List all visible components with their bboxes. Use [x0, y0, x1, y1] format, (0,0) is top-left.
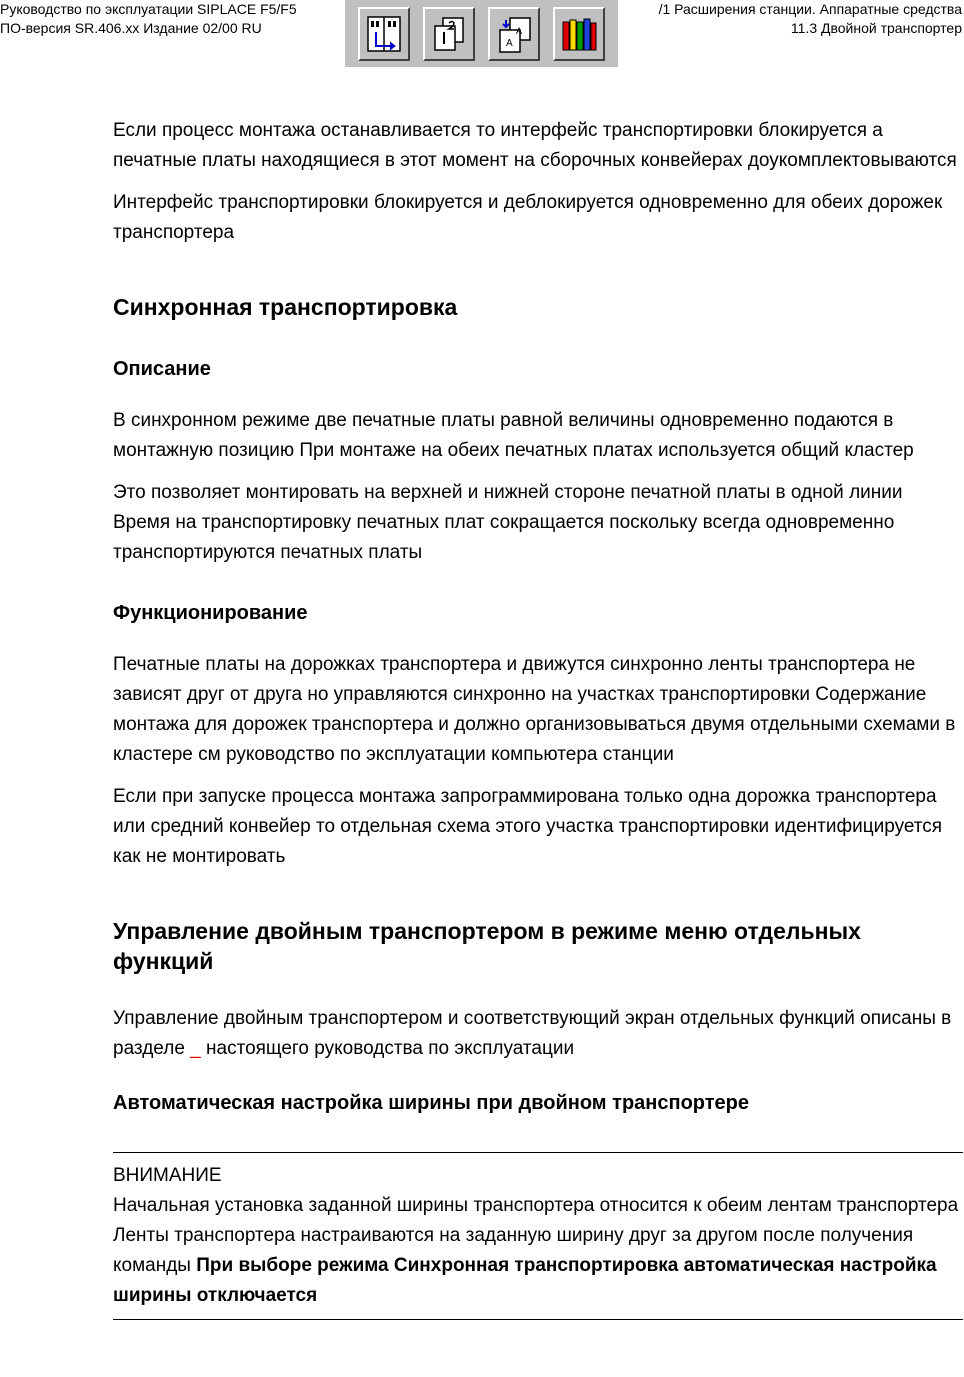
- pages-button[interactable]: [423, 7, 475, 61]
- paragraph-interface-block: Интерфейс транспортировки блокируется и деблокируется одновременно для обеих дорожек транспортера: [113, 192, 943, 243]
- heading-sync-transport: Синхронная транспортировка: [113, 294, 458, 320]
- chapter-title: /1 Расширения станции. Аппаратные средства: [658, 1, 962, 17]
- paragraph-single-lane: Если при запуске процесса монтажа запрограммирована только одна дорожка транспортера или средний конвейер то отдельная схема этого участка транспортировки идентифицируется как не монтировать: [113, 786, 943, 867]
- header-right: [659, 0, 962, 38]
- attention-bold-text: При выборе режима Синхронная транспортировка автоматическая настройка ширины отключается: [113, 1255, 937, 1306]
- paragraph-function: Печатные платы на дорожках транспортера и движутся синхронно ленты транспортера не зависят друг от друга но управляются синхронно на участках транспортировки Содержание монтажа для дорожек транспортера и должно организовываться двумя отдельными схемами в кластере см руководство по эксплуатации компьютера станции: [113, 654, 956, 765]
- manual-title: Руководство по эксплуатации SIPLACE F5/F5: [0, 1, 297, 17]
- pages-icon: [429, 14, 469, 54]
- heading-control-menu: Управление двойным транспортером в режиме меню отдельных функций: [113, 918, 861, 974]
- paragraph-sync-benefit: Это позволяет монтировать на верхней и нижней стороне печатной платы в одной линии Время на транспортировку печатных плат сокращается поскольку всегда одновременно транспортируются печатных платы: [113, 482, 903, 563]
- manual-content: [113, 116, 963, 1320]
- heading-auto-width: Автоматическая настройка ширины при двойном транспортере: [113, 1092, 750, 1114]
- svg-text:A: A: [516, 25, 523, 36]
- library-icon: [559, 14, 599, 54]
- paragraph-process-stop: Если процесс монтажа останавливается то интерфейс транспортировки блокируется а печатные платы находящиеся в этот момент на сборочных конвейерах доукомплектовываются: [113, 120, 957, 171]
- svg-text:A: A: [506, 37, 513, 49]
- header-left: [0, 0, 297, 38]
- contents-icon: [364, 14, 404, 54]
- attention-text: Начальная установка заданной ширины транспортера относится к обеим лентам транспортера Ленты транспортера настраиваются на заданную ширину друг за другом после получения команды При выборе режима Синхронная транспортировка автоматическая настройка ширины отключается: [113, 1195, 959, 1306]
- navigation-toolbar: [345, 0, 618, 67]
- heading-function: Функционирование: [113, 602, 308, 624]
- heading-description: Описание: [113, 358, 211, 380]
- search-icon: [494, 14, 534, 54]
- contents-button[interactable]: [358, 7, 410, 61]
- paragraph-sync-mode: В синхронном режиме две печатные платы равной величины одновременно подаются в монтажную позицию При монтаже на обеих печатных платах используется общий кластер: [113, 410, 914, 461]
- software-version: ПО-версия SR.406.xx Издание 02/00 RU: [0, 20, 262, 36]
- section-title: 11.3 Двойной транспортер: [790, 20, 962, 36]
- search-button[interactable]: [488, 7, 540, 61]
- attention-title: ВНИМАНИЕ: [113, 1165, 222, 1186]
- paragraph-control: Управление двойным транспортером и соответствующий экран отдельных функций описаны в разделе _ настоящего руководства по эксплуатации: [113, 1008, 952, 1059]
- attention-note: [113, 1152, 963, 1320]
- section-reference-link[interactable]: _: [190, 1038, 201, 1059]
- library-button[interactable]: [553, 7, 605, 61]
